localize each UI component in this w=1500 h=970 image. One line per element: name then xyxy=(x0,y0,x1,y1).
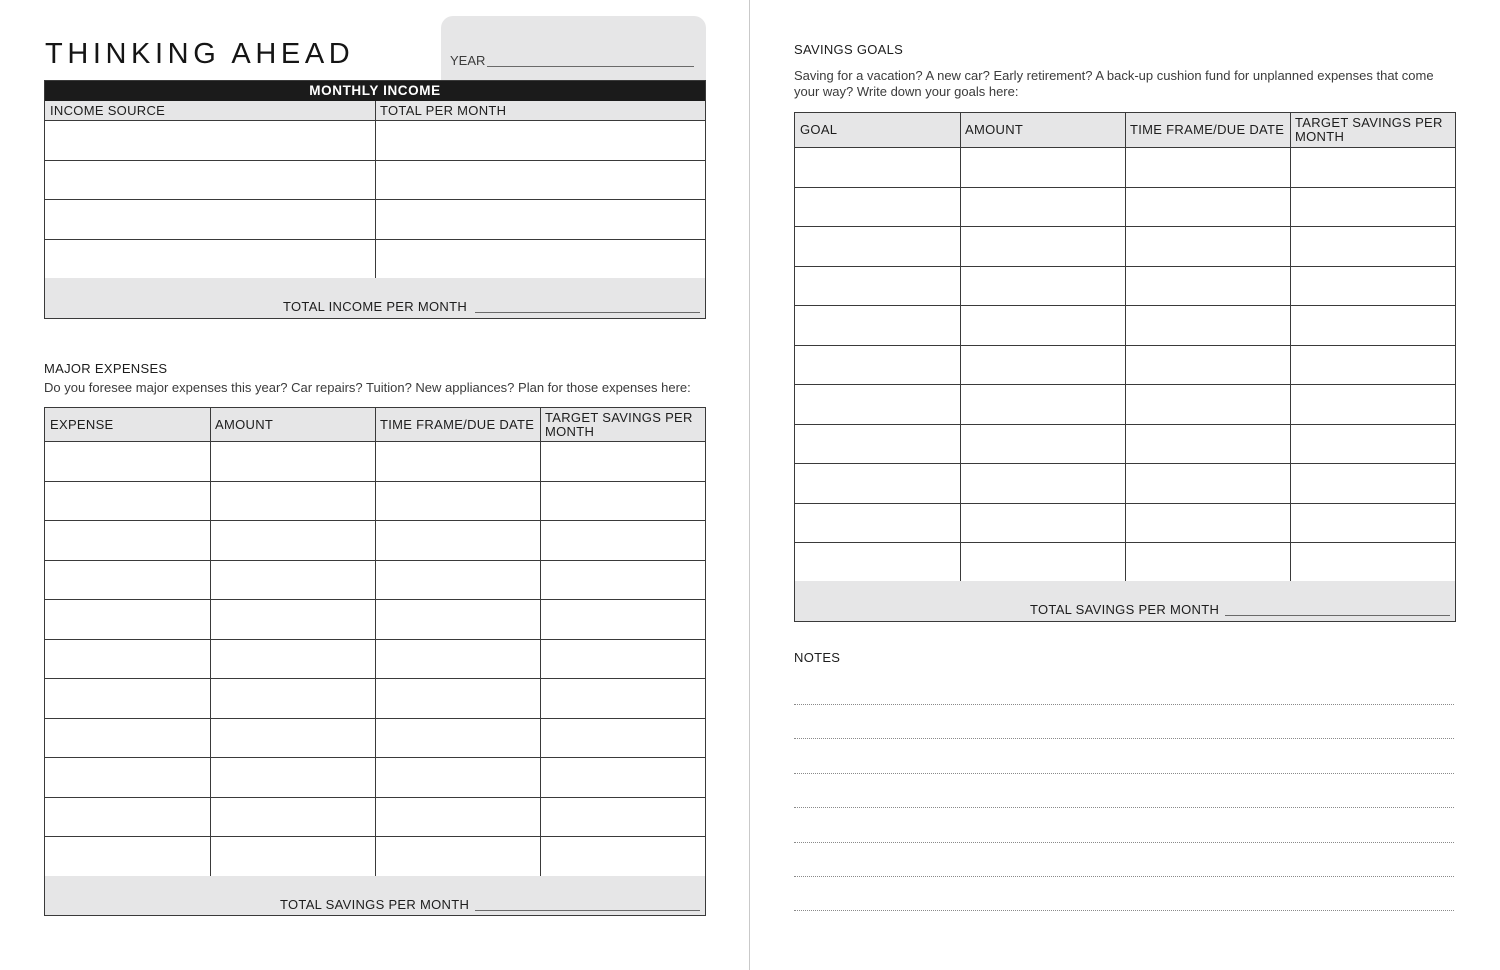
blank-entry-cell[interactable] xyxy=(1290,267,1455,306)
notes-writing-line[interactable] xyxy=(794,738,1454,739)
blank-entry-cell[interactable] xyxy=(1125,267,1290,306)
blank-entry-cell[interactable] xyxy=(960,425,1125,464)
blank-entry-cell[interactable] xyxy=(960,543,1125,582)
blank-entry-cell[interactable] xyxy=(1125,346,1290,385)
notes-writing-line[interactable] xyxy=(794,910,1454,911)
blank-entry-cell[interactable] xyxy=(540,561,705,600)
blank-entry-cell[interactable] xyxy=(45,200,375,239)
year-tab xyxy=(441,16,706,80)
savings-total-row xyxy=(795,581,1455,621)
blank-entry-cell[interactable] xyxy=(375,600,540,639)
blank-entry-cell[interactable] xyxy=(960,148,1125,187)
blank-entry-cell[interactable] xyxy=(375,719,540,758)
blank-entry-cell[interactable] xyxy=(1290,464,1455,503)
blank-entry-cell[interactable] xyxy=(1125,227,1290,266)
blank-entry-cell[interactable] xyxy=(1290,425,1455,464)
total-income-label: TOTAL INCOME PER MONTH xyxy=(283,299,468,314)
blank-entry-cell[interactable] xyxy=(375,679,540,718)
notes-writing-line[interactable] xyxy=(794,876,1454,877)
column-divider xyxy=(375,408,376,876)
blank-entry-cell[interactable] xyxy=(1125,464,1290,503)
blank-entry-cell[interactable] xyxy=(45,121,375,160)
total-savings-field[interactable] xyxy=(475,910,700,911)
blank-entry-cell[interactable] xyxy=(540,798,705,837)
blank-entry-cell[interactable] xyxy=(795,425,960,464)
blank-entry-cell[interactable] xyxy=(960,188,1125,227)
blank-entry-cell[interactable] xyxy=(1290,306,1455,345)
expenses-total-row xyxy=(45,876,705,915)
notes-writing-line[interactable] xyxy=(794,842,1454,843)
column-divider xyxy=(1290,113,1291,581)
major-expenses-table xyxy=(44,407,706,916)
blank-entry-cell[interactable] xyxy=(795,385,960,424)
blank-entry-cell[interactable] xyxy=(45,561,210,600)
blank-entry-cell[interactable] xyxy=(960,346,1125,385)
savings-column-header: TARGET SAVINGS PER MONTH xyxy=(1295,115,1443,144)
blank-entry-cell[interactable] xyxy=(1125,425,1290,464)
blank-entry-cell[interactable] xyxy=(795,346,960,385)
blank-entry-cell[interactable] xyxy=(375,200,705,239)
blank-entry-cell[interactable] xyxy=(795,306,960,345)
column-divider xyxy=(960,113,961,581)
blank-entry-cell[interactable] xyxy=(795,543,960,582)
savings-goals-heading: SAVINGS GOALS xyxy=(794,42,904,57)
blank-entry-cell[interactable] xyxy=(45,161,375,200)
blank-entry-cell[interactable] xyxy=(795,227,960,266)
blank-entry-cell[interactable] xyxy=(1125,385,1290,424)
blank-entry-cell[interactable] xyxy=(210,600,375,639)
notes-writing-line[interactable] xyxy=(794,807,1454,808)
income-column-header: TOTAL PER MONTH xyxy=(380,102,507,118)
column-divider xyxy=(375,101,376,278)
savings-goals-table xyxy=(794,112,1456,622)
blank-entry-cell[interactable] xyxy=(210,719,375,758)
year-field[interactable] xyxy=(487,66,694,67)
blank-entry-cell[interactable] xyxy=(45,719,210,758)
blank-entry-cell[interactable] xyxy=(1290,543,1455,582)
total-income-field[interactable] xyxy=(475,312,700,313)
blank-entry-cell[interactable] xyxy=(375,240,705,279)
blank-entry-cell[interactable] xyxy=(1290,346,1455,385)
notes-writing-line[interactable] xyxy=(794,773,1454,774)
blank-entry-cell[interactable] xyxy=(210,521,375,560)
blank-entry-cell[interactable] xyxy=(1290,188,1455,227)
year-label: YEAR xyxy=(450,53,486,68)
page-title: THINKING AHEAD xyxy=(45,38,355,70)
blank-entry-cell[interactable] xyxy=(375,798,540,837)
blank-entry-cell[interactable] xyxy=(45,442,210,481)
blank-entry-cell[interactable] xyxy=(540,640,705,679)
expenses-column-header: AMOUNT xyxy=(215,416,274,432)
blank-entry-cell[interactable] xyxy=(210,442,375,481)
blank-entry-cell[interactable] xyxy=(795,148,960,187)
income-column-header: INCOME SOURCE xyxy=(50,102,166,118)
blank-entry-cell[interactable] xyxy=(375,521,540,560)
blank-entry-cell[interactable] xyxy=(795,504,960,543)
blank-entry-cell[interactable] xyxy=(960,227,1125,266)
blank-entry-cell[interactable] xyxy=(375,758,540,797)
blank-entry-cell[interactable] xyxy=(375,482,540,521)
blank-entry-cell[interactable] xyxy=(375,121,705,160)
blank-entry-cell[interactable] xyxy=(45,482,210,521)
column-divider xyxy=(210,408,211,876)
savings-column-header: TIME FRAME/DUE DATE xyxy=(1130,122,1285,137)
income-total-row xyxy=(45,278,705,318)
expenses-column-header: EXPENSE xyxy=(50,416,114,432)
savings-column-header: GOAL xyxy=(800,122,838,137)
blank-entry-cell[interactable] xyxy=(1290,227,1455,266)
blank-entry-cell[interactable] xyxy=(795,464,960,503)
blank-entry-cell[interactable] xyxy=(540,758,705,797)
blank-entry-cell[interactable] xyxy=(210,640,375,679)
blank-entry-cell[interactable] xyxy=(45,640,210,679)
column-divider xyxy=(1125,113,1126,581)
blank-entry-cell[interactable] xyxy=(795,188,960,227)
blank-entry-cell[interactable] xyxy=(1290,385,1455,424)
blank-entry-cell[interactable] xyxy=(540,837,705,876)
blank-entry-cell[interactable] xyxy=(540,482,705,521)
savings-column-header: AMOUNT xyxy=(965,122,1024,137)
blank-entry-cell[interactable] xyxy=(540,600,705,639)
blank-entry-cell[interactable] xyxy=(210,561,375,600)
blank-entry-cell[interactable] xyxy=(210,482,375,521)
blank-entry-cell[interactable] xyxy=(960,267,1125,306)
blank-entry-cell[interactable] xyxy=(45,798,210,837)
blank-entry-cell[interactable] xyxy=(1125,543,1290,582)
savings-goals-description: Saving for a vacation? A new car? Early retirement? A back-up cushion fund for unplanned expenses that come your way? Write down your goals here: xyxy=(794,68,1434,99)
blank-entry-cell[interactable] xyxy=(45,758,210,797)
blank-entry-cell[interactable] xyxy=(1125,306,1290,345)
major-expenses-description: Do you foresee major expenses this year? Car repairs? Tuition? New appliances? Plan for those expenses here: xyxy=(44,380,691,395)
blank-entry-cell[interactable] xyxy=(540,679,705,718)
page-gutter xyxy=(749,0,750,970)
total-savings-label: TOTAL SAVINGS PER MONTH xyxy=(280,897,470,912)
expenses-column-header: TIME FRAME/DUE DATE xyxy=(380,416,535,432)
blank-entry-cell[interactable] xyxy=(795,267,960,306)
blank-entry-cell[interactable] xyxy=(210,758,375,797)
blank-entry-cell[interactable] xyxy=(210,679,375,718)
blank-entry-cell[interactable] xyxy=(960,504,1125,543)
blank-entry-cell[interactable] xyxy=(375,561,540,600)
blank-entry-cell[interactable] xyxy=(1125,504,1290,543)
blank-entry-cell[interactable] xyxy=(45,240,375,279)
monthly-income-heading: MONTHLY INCOME xyxy=(45,81,705,101)
total-savings-field[interactable] xyxy=(1225,615,1450,616)
monthly-income-table xyxy=(44,80,706,319)
blank-entry-cell[interactable] xyxy=(45,837,210,876)
column-divider xyxy=(540,408,541,876)
blank-entry-cell[interactable] xyxy=(540,719,705,758)
blank-entry-cell[interactable] xyxy=(375,640,540,679)
blank-entry-cell[interactable] xyxy=(1125,188,1290,227)
blank-entry-cell[interactable] xyxy=(45,521,210,560)
expenses-column-header: TARGET SAVINGS PER MONTH xyxy=(545,409,693,439)
notes-heading: NOTES xyxy=(794,650,841,665)
blank-entry-cell[interactable] xyxy=(1290,148,1455,187)
blank-entry-cell[interactable] xyxy=(960,306,1125,345)
notes-writing-line[interactable] xyxy=(794,704,1454,705)
blank-entry-cell[interactable] xyxy=(540,442,705,481)
blank-entry-cell[interactable] xyxy=(45,600,210,639)
major-expenses-heading: MAJOR EXPENSES xyxy=(44,361,168,376)
blank-entry-cell[interactable] xyxy=(210,837,375,876)
blank-entry-cell[interactable] xyxy=(540,521,705,560)
blank-entry-cell[interactable] xyxy=(960,464,1125,503)
blank-entry-cell[interactable] xyxy=(960,385,1125,424)
blank-entry-cell[interactable] xyxy=(375,161,705,200)
blank-entry-cell[interactable] xyxy=(210,798,375,837)
total-savings-label: TOTAL SAVINGS PER MONTH xyxy=(1030,602,1220,617)
blank-entry-cell[interactable] xyxy=(45,679,210,718)
blank-entry-cell[interactable] xyxy=(1125,148,1290,187)
blank-entry-cell[interactable] xyxy=(375,442,540,481)
blank-entry-cell[interactable] xyxy=(1290,504,1455,543)
blank-entry-cell[interactable] xyxy=(375,837,540,876)
